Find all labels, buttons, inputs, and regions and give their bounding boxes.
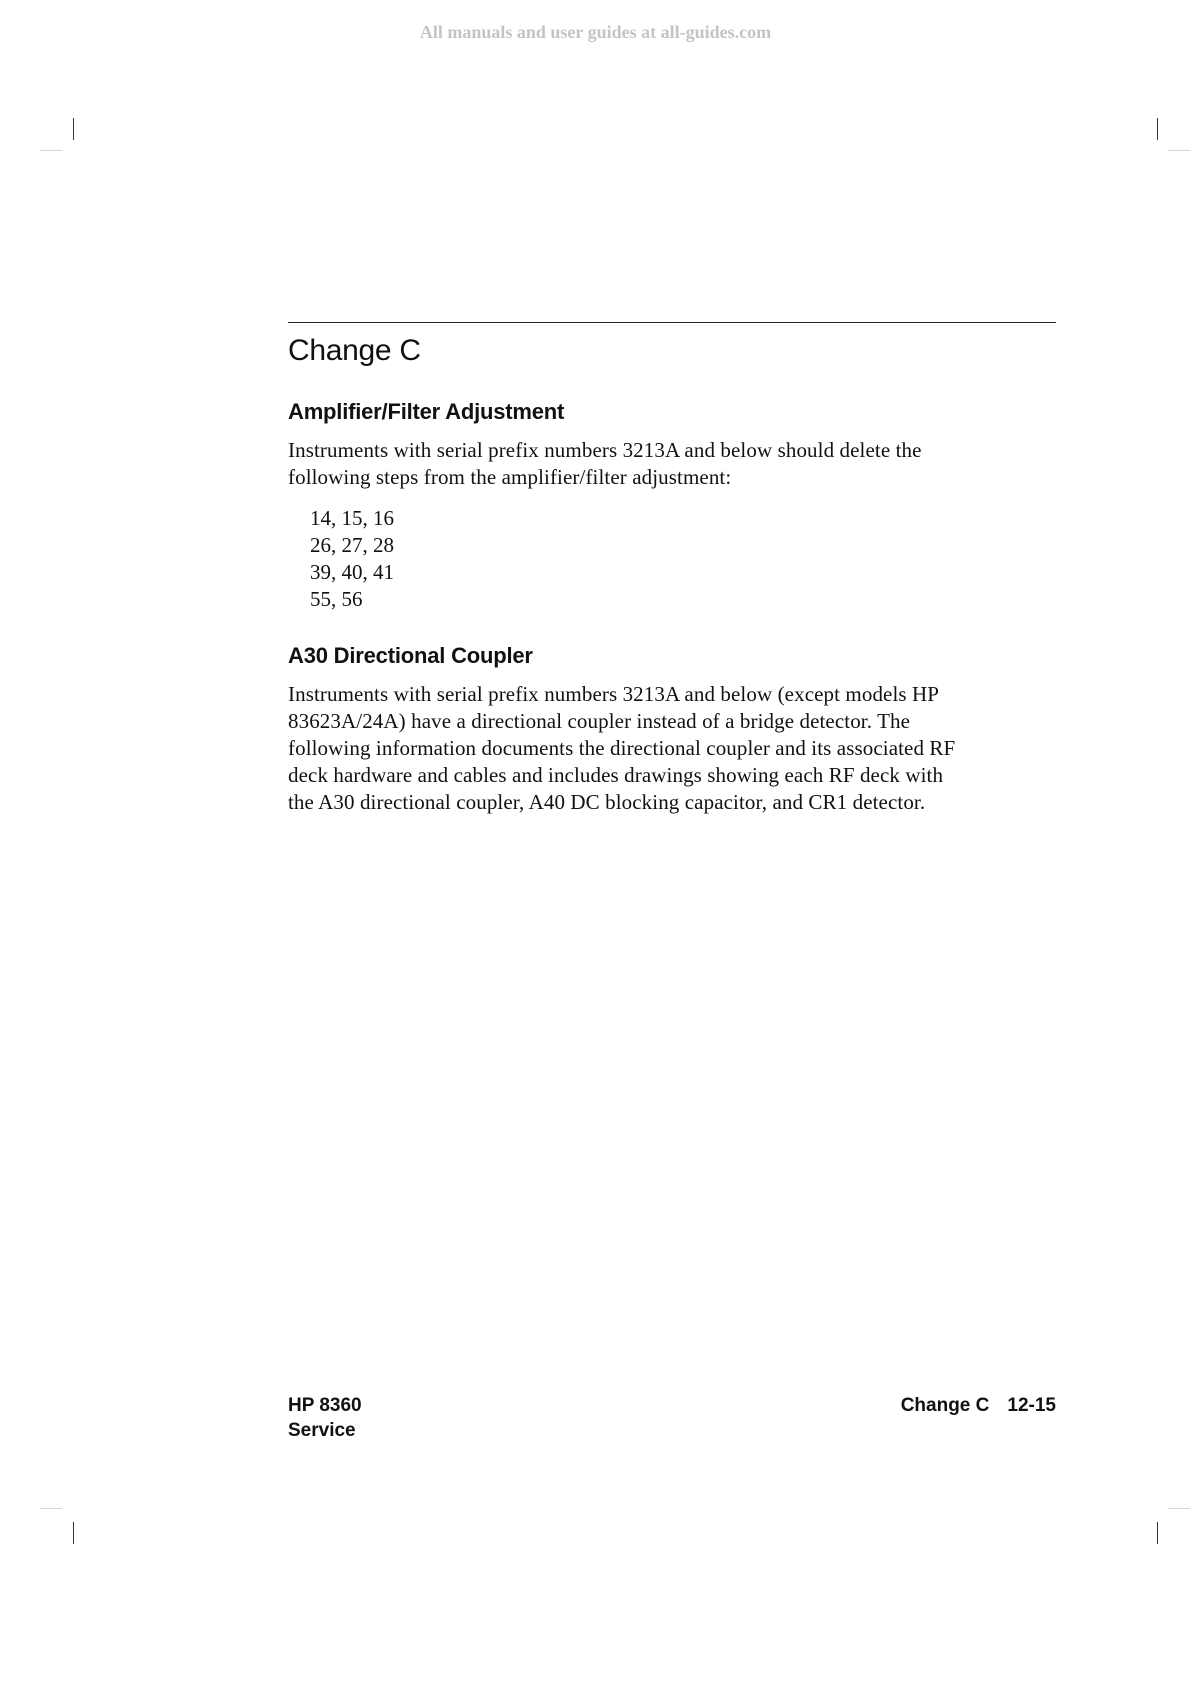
- paragraph-line: following information documents the directional coupler and its associated RF: [288, 736, 956, 760]
- paragraph-line: 83623A/24A) have a directional coupler instead of a bridge detector. The: [288, 709, 911, 733]
- list-item: 39, 40, 41: [310, 560, 394, 584]
- deleted-steps-list: [310, 505, 1056, 613]
- chapter-rule: [288, 322, 1056, 323]
- section-heading-a30-directional-coupler: A30 Directional Coupler: [288, 643, 533, 668]
- footer-product-info: [288, 1393, 362, 1443]
- crop-mark-bottom-left-h: [40, 1508, 62, 1509]
- amplifier-filter-paragraph: [288, 437, 1056, 491]
- list-item: 14, 15, 16: [310, 506, 394, 530]
- footer-chapter: Change C: [900, 1395, 990, 1416]
- footer-doc-type: Service: [288, 1420, 356, 1441]
- footer-page-info: [901, 1393, 1056, 1418]
- paragraph-line: the A30 directional coupler, A40 DC blocking capacitor, and CR1 detector.: [288, 790, 926, 814]
- crop-mark-bottom-right-h: [1168, 1508, 1190, 1509]
- footer-product: HP 8360: [288, 1395, 362, 1416]
- footer-page-number: 12-15: [1007, 1395, 1056, 1416]
- crop-mark-top-right-h: [1168, 150, 1190, 151]
- section-heading-amplifier-filter: Amplifier/Filter Adjustment: [288, 399, 565, 424]
- crop-mark-top-right: [1157, 118, 1158, 140]
- page-content: [288, 322, 1056, 816]
- list-item: 55, 56: [310, 587, 363, 611]
- paragraph-line: following steps from the amplifier/filter adjustment:: [288, 465, 732, 489]
- directional-coupler-paragraph: [288, 681, 1056, 816]
- crop-mark-bottom-right: [1157, 1522, 1158, 1544]
- chapter-title: Change C: [288, 334, 421, 367]
- paragraph-line: Instruments with serial prefix numbers 3213A and below (except models HP: [288, 682, 940, 706]
- crop-mark-top-left-h: [40, 150, 62, 151]
- paragraph-line: deck hardware and cables and includes drawings showing each RF deck with: [288, 763, 944, 787]
- list-item: 26, 27, 28: [310, 533, 394, 557]
- crop-mark-bottom-left: [73, 1522, 74, 1544]
- watermark: All manuals and user guides at all-guides.com: [419, 22, 772, 42]
- paragraph-line: Instruments with serial prefix numbers 3213A and below should delete the: [288, 438, 922, 462]
- crop-mark-top-left: [73, 118, 74, 140]
